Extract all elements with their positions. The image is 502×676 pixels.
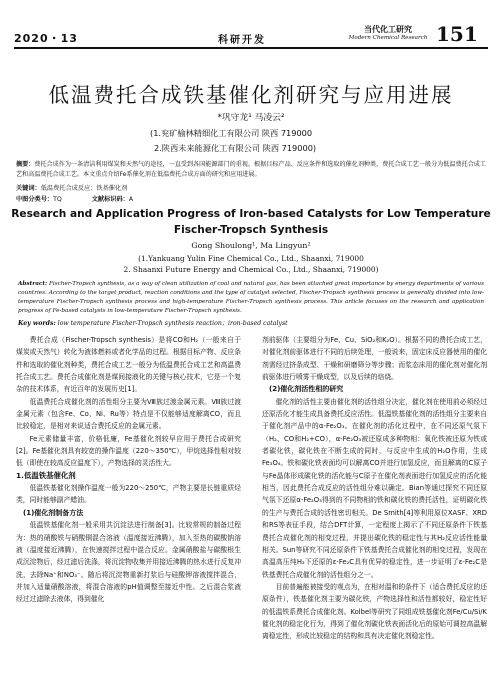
body-paragraph: 低温铁基催化剂操作温度一般为220～250℃，产物主要是长链重质烃类，同时能够副产蜡油。 bbox=[16, 484, 241, 505]
subsection-heading: (1)催化剂制备方法 bbox=[23, 508, 84, 517]
keywords-zh-label: 关键词： bbox=[16, 185, 41, 192]
affiliation-en-2: 2. Shaanxi Future Energy and Chemical Co., Ltd., Shaanxi, 719000) bbox=[123, 265, 379, 274]
classification-zh bbox=[16, 194, 486, 203]
affiliation-zh-1: (1.兖矿榆林精细化工有限公司 陕西 719000 bbox=[150, 128, 313, 138]
page-header bbox=[0, 0, 502, 48]
keywords-en-label: Key words: bbox=[18, 320, 56, 327]
affiliations-en bbox=[0, 253, 502, 275]
body-paragraph: Fe元素储量丰富，价格低廉，Fe基催化剂较早应用于费托合成研究[2]。Fe基催化剂具有较宽的操作温度（220～350℃），甲烷选择性相对较低（即使在较高反应温度下），产物选择的灵活性大。 bbox=[16, 434, 241, 468]
page-number: 151 bbox=[436, 22, 478, 46]
body-paragraph: 目前普遍能被接受的观点为，在相对温和的条件下（适合费托反应的还原条件），铁基催化剂主要为碳化铁，产物选择性和活性都较好，稳定性好的低温铁系费托合成催化剂。Kolbel等研究了同组成铁基催化剂Fe/Cu/Si/K催化剂的稳定化行为，得到了催化剂碳化铁表面活化后的原始可调控高温解离稳定性，形成比较稳定的结构和具有决定催化剂稳定性。 bbox=[262, 582, 487, 641]
affiliation-en-1: (1.Yankuang Yulin Fine Chemical Co., Ltd., Shaanxi, 719000 bbox=[138, 254, 364, 263]
keywords-zh bbox=[16, 183, 486, 192]
keywords-en bbox=[18, 318, 484, 327]
title-zh: 低温费托合成铁基催化剂研究与应用进展 bbox=[48, 83, 454, 107]
body-paragraph: 费托合成（Fischer-Tropsch synthesis）是将CO和H₂（一般来自于煤炭或天然气）转化为液体燃料或者化学品的过程。根据目标产物、反应条件和选取的催化剂种类，费托合成工艺一般分为低温费托合成工艺和高温费托合成工艺。费托合成催化剂是煤间接液化的关键与核心技术，它是一个复杂的技术体系，有近百年的发展历史[1]。 bbox=[16, 336, 241, 394]
authors-zh: *巩守龙¹ 马凌云² bbox=[217, 113, 285, 123]
section-heading: 1.低温铁基催化剂 bbox=[16, 470, 76, 480]
journal-name-en: Modern Chemical Research bbox=[348, 35, 428, 41]
clc-code: TQ bbox=[53, 196, 62, 203]
title-en: Research and Application Progress of Iron-based Catalysts for Low Temperature Fischer-Tropsch Synthesis bbox=[11, 208, 491, 236]
doc-code: A bbox=[128, 196, 134, 203]
affiliation-zh-2: 2.陕西未来能源化工有限公司 陕西 719000) bbox=[154, 143, 317, 153]
journal-name bbox=[348, 24, 428, 41]
abstract-zh-text: 费托合成作为一条清洁利用煤炭和天然气的途径，一直受到各国能源部门的重视。根据目标产品、反应条件和选取的催化剂种类，费托合成工艺一般分为低温费托合成工艺和高温费托合成工艺。本文重点介绍Fe系催化剂在低温费托合成方面的研究和应用进展。 bbox=[16, 161, 486, 178]
body-column-left bbox=[16, 334, 241, 606]
affiliations-zh bbox=[150, 126, 316, 156]
journal-name-zh: 当代化工研究 bbox=[364, 25, 412, 34]
body-paragraph: 剂前驱体（主要组分为Fe、Cu、SiO₂和K₂O）。根据不同的费托合成工艺，对催化剂前驱体进行不同的后续处理，一般说来，固定床反应器使用的催化剂需经过挤条成型、干燥和研磨筛分等步骤；而浆态床用的催化剂对催化剂前驱体进行喷雾干燥成型，以及后续的焙烧。 bbox=[262, 336, 487, 382]
keywords-en-text: low temperature Fischer-Tropsch synthesis reaction；iron-based catalyst bbox=[57, 320, 288, 327]
year-issue: 2020・13 bbox=[14, 32, 78, 45]
subsection-heading: (2)催化剂活性相的研究 bbox=[269, 385, 344, 394]
body-column-right bbox=[262, 334, 487, 643]
abstract-zh bbox=[16, 160, 486, 180]
abstract-zh-label: 摘要： bbox=[16, 161, 35, 168]
section-name: 科研开发 bbox=[218, 35, 266, 46]
abstract-en bbox=[18, 280, 484, 316]
body-paragraph: 催化剂的活性主要由催化剂的活性组分决定，催化剂在使用前必须经过还原活化才能生成具备费托反应活性。低温铁基催化剂的活性组分主要来自于催化剂产品中的α-Fe₂O₃。在催化剂的活化过程中，在不同还原气氛下（H₂、CO和H₂+CO），α-Fe₂O₃被还原成多种物相：氧化铁被还原为铁或者碳化铁，碳化铁在不断生成的同时，与反应中生成的H₂O作用，生成Fe₃O₄。铁和碳化铁表面均可以解离CO并进行加氢反应，而且解离的C原子与Fe晶体形成碳化铁的活化能与C原子在催化剂表面进行加氢反应的活化能相当，因此费托合成反应的活性组分难以确定。Bian等通过探究不同还原气氛下还原α-Fe₂O₃得到的不同物相的铁和碳化铁的费托活性，证明碳化铁的生产与费托合成的活性密切相关。De Smith[4]等利用原位XASF、XRD和RS等表征手段，结合DFT计算，一定程度上揭示了不同还原条件下铁基费托合成催化剂的相变过程，并提出碳化铁的稳定性与其H₂反应活性能量相关。Sun等研究不同还原条件下铁基费托合成催化剂的相变过程，发现在高温高压纯H₂下还原的ε-Fe₂C具有优异的稳定性，进一步证明了ε-Fe₂C是铁基费托合成催化剂的活性组分之一。 bbox=[262, 397, 487, 579]
abstract-en-label: Abstract: bbox=[18, 281, 48, 287]
clc-label: 中图分类号： bbox=[16, 196, 54, 203]
abstract-en-text: Fischer-Tropsch synthesis, as a way of clean utilization of coal and natural gas, has been attached great importance by energy departments of various countries. According to the target product, reaction conditions and the type of catalyst selected, Fischer-Tropsch synthesis process is generally divided into low-temperature Fischer-Tropsch synthesis process and high-temperature Fischer-Tropsch synthesis process. This article focuses on the research and application progress of Fe-based catalysts in low-temperature Fischer-Tropsch synthesis. bbox=[18, 281, 485, 314]
body-paragraph: 低温费托合成催化剂的活性组分主要为Ⅷ族过渡金属元素。Ⅷ族过渡金属元素（包含Fe、Co、Ni、Ru等）特点是不仅能够适度解离CO，而且比较稳定，是相对来说适合费托反应的金属元素。 bbox=[16, 397, 241, 431]
keywords-zh-text: 低温费托合成反应；铁基催化剂 bbox=[40, 185, 128, 192]
authors-en: Gong Shoulong¹, Ma Lingyun² bbox=[191, 241, 311, 250]
header-rule bbox=[14, 47, 488, 49]
doc-code-label: 文献标识码： bbox=[91, 196, 129, 203]
body-paragraph: 低温铁基催化剂一般采用共沉淀法进行制备[3]。比较常规的制备过程为：热的硝酸铁与硝酸铜混合溶液（温度接近沸腾），加入至热的碳酸钠溶液（温度接近沸腾），在快速搅拌过程中混合反应。金属硝酸盐与碳酸根生成沉淀物后，经过滤后洗涤，将沉淀物收集并用接近沸腾的热水进行反复冲洗，去除Na⁺和NO₃⁻。随后将沉淀物重新打浆后与硅酸钾溶液搅拌混合，并加入适量硝酸溶液，将混合溶液的pH值调整至接近中性。之后混合浆液经过过滤除去液体，得到催化 bbox=[16, 521, 241, 604]
